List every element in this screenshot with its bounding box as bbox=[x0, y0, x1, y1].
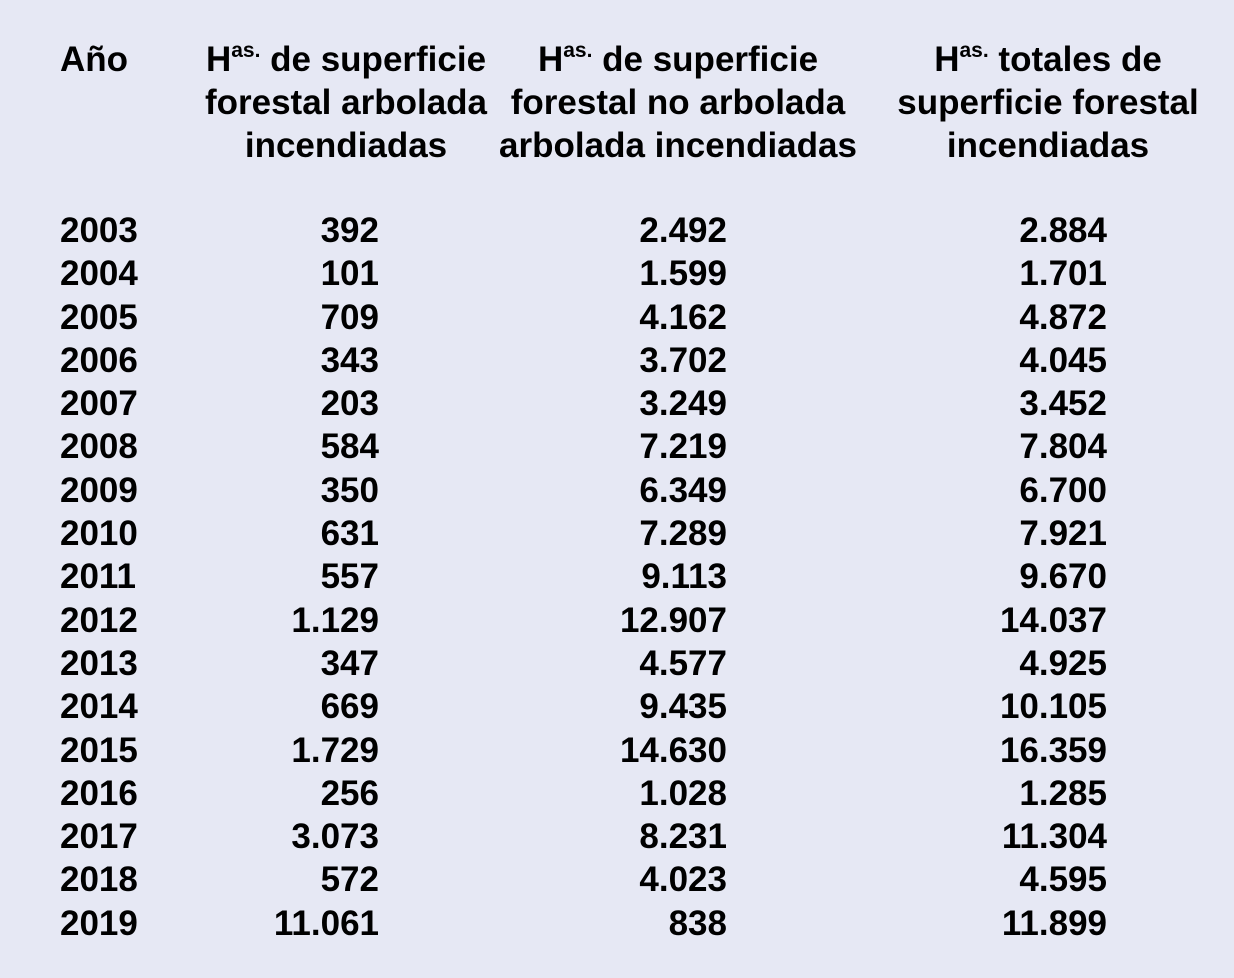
cell-total-area: 1.701 bbox=[1019, 254, 1107, 294]
cell-wooded-area: 557 bbox=[320, 557, 379, 597]
table-row bbox=[0, 209, 1234, 252]
header-year bbox=[60, 38, 128, 81]
header-wooded-area bbox=[176, 38, 516, 167]
cell-non-wooded-area: 7.219 bbox=[639, 427, 727, 467]
table-row bbox=[0, 772, 1234, 815]
header-non-wooded-line3: arbolada incendiadas bbox=[499, 126, 857, 165]
cell-non-wooded-area: 2.492 bbox=[639, 211, 727, 250]
header-year-label: Año bbox=[60, 40, 129, 79]
cell-total-area: 4.925 bbox=[1019, 643, 1107, 683]
cell-non-wooded-area: 1.599 bbox=[639, 254, 727, 294]
table-row bbox=[0, 425, 1234, 468]
cell-non-wooded-area: 14.630 bbox=[619, 730, 727, 770]
table-row bbox=[0, 599, 1234, 642]
table-row bbox=[0, 252, 1234, 295]
cell-wooded-area: 709 bbox=[320, 297, 379, 337]
cell-wooded-area: 3.073 bbox=[291, 817, 379, 857]
cell-wooded-area: 343 bbox=[320, 340, 379, 380]
cell-non-wooded-area: 6.349 bbox=[639, 470, 727, 510]
cell-year: 2011 bbox=[60, 557, 136, 597]
cell-year: 2004 bbox=[60, 254, 138, 294]
table-row bbox=[0, 729, 1234, 772]
table-row bbox=[0, 555, 1234, 598]
cell-year: 2008 bbox=[60, 427, 138, 467]
cell-non-wooded-area: 3.702 bbox=[639, 340, 727, 380]
header-wooded-line2: forestal arbolada bbox=[204, 83, 488, 122]
cell-wooded-area: 350 bbox=[320, 470, 379, 510]
cell-year: 2017 bbox=[60, 817, 138, 857]
table-row bbox=[0, 339, 1234, 382]
cell-total-area: 7.921 bbox=[1019, 514, 1107, 554]
header-wooded-sup: as. bbox=[231, 39, 261, 62]
cell-total-area: 1.285 bbox=[1019, 773, 1107, 813]
cell-total-area: 6.700 bbox=[1019, 470, 1107, 510]
header-non-wooded-sup: as. bbox=[563, 39, 593, 62]
header-total-line1 bbox=[880, 38, 1216, 81]
cell-wooded-area: 203 bbox=[320, 384, 379, 424]
cell-non-wooded-area: 3.249 bbox=[639, 384, 727, 424]
header-non-wooded-prefix: H bbox=[537, 40, 564, 79]
cell-year: 2006 bbox=[60, 340, 138, 380]
cell-total-area: 4.045 bbox=[1019, 340, 1107, 380]
cell-wooded-area: 11.061 bbox=[273, 903, 379, 943]
header-non-wooded-line1-text: de superficie bbox=[592, 40, 819, 79]
table-row bbox=[0, 469, 1234, 512]
cell-non-wooded-area: 7.289 bbox=[639, 514, 727, 554]
table-row bbox=[0, 642, 1234, 685]
table-row bbox=[0, 512, 1234, 555]
table-row bbox=[0, 815, 1234, 858]
cell-wooded-area: 1.129 bbox=[291, 600, 379, 640]
cell-total-area: 9.670 bbox=[1019, 557, 1107, 597]
cell-wooded-area: 669 bbox=[320, 687, 379, 727]
cell-total-area: 3.452 bbox=[1019, 384, 1107, 424]
cell-year: 2003 bbox=[60, 211, 138, 250]
cell-non-wooded-area: 8.231 bbox=[639, 817, 727, 857]
cell-year: 2019 bbox=[60, 903, 138, 943]
header-total-sup: as. bbox=[959, 39, 989, 62]
cell-total-area: 16.359 bbox=[999, 730, 1107, 770]
table-row bbox=[0, 902, 1234, 945]
cell-wooded-area: 101 bbox=[320, 254, 379, 294]
cell-wooded-area: 347 bbox=[320, 643, 379, 683]
header-wooded-line1 bbox=[176, 38, 516, 81]
header-total-prefix: H bbox=[934, 40, 960, 79]
header-wooded-line1-text: de superficie bbox=[260, 40, 487, 79]
cell-total-area: 4.872 bbox=[1019, 297, 1107, 337]
cell-non-wooded-area: 9.113 bbox=[641, 557, 727, 597]
header-non-wooded-line2: forestal no arbolada bbox=[510, 83, 846, 122]
cell-total-area: 11.899 bbox=[1001, 903, 1107, 943]
cell-non-wooded-area: 12.907 bbox=[619, 600, 727, 640]
header-total-line2: superficie forestal bbox=[897, 83, 1199, 122]
cell-wooded-area: 392 bbox=[320, 211, 379, 250]
table-row bbox=[0, 685, 1234, 728]
cell-non-wooded-area: 9.435 bbox=[639, 687, 727, 727]
header-total-area bbox=[880, 38, 1216, 167]
cell-wooded-area: 256 bbox=[320, 773, 379, 813]
cell-non-wooded-area: 1.028 bbox=[639, 773, 727, 813]
cell-non-wooded-area: 4.023 bbox=[639, 860, 727, 900]
table-row bbox=[0, 858, 1234, 901]
cell-year: 2009 bbox=[60, 470, 138, 510]
cell-wooded-area: 572 bbox=[320, 860, 379, 900]
cell-total-area: 2.884 bbox=[1019, 211, 1107, 250]
cell-year: 2012 bbox=[60, 600, 138, 640]
header-total-line1-text: totales de bbox=[988, 40, 1162, 79]
cell-total-area: 10.105 bbox=[999, 687, 1107, 727]
cell-non-wooded-area: 4.577 bbox=[639, 643, 727, 683]
header-wooded-prefix: H bbox=[205, 40, 232, 79]
cell-total-area: 11.304 bbox=[1001, 817, 1107, 857]
cell-year: 2015 bbox=[60, 730, 138, 770]
cell-year: 2016 bbox=[60, 773, 138, 813]
header-non-wooded-area bbox=[488, 38, 868, 167]
cell-non-wooded-area: 838 bbox=[668, 903, 727, 943]
cell-total-area: 4.595 bbox=[1019, 860, 1107, 900]
cell-wooded-area: 584 bbox=[320, 427, 379, 467]
cell-wooded-area: 631 bbox=[320, 514, 379, 554]
cell-year: 2014 bbox=[60, 687, 138, 727]
header-non-wooded-line1 bbox=[488, 38, 868, 81]
cell-year: 2010 bbox=[60, 514, 138, 554]
header-total-line3: incendiadas bbox=[946, 126, 1150, 165]
cell-year: 2007 bbox=[60, 384, 138, 424]
cell-wooded-area: 1.729 bbox=[291, 730, 379, 770]
cell-total-area: 14.037 bbox=[999, 600, 1107, 640]
table-body bbox=[0, 209, 1234, 945]
cell-year: 2018 bbox=[60, 860, 138, 900]
cell-year: 2005 bbox=[60, 297, 138, 337]
cell-year: 2013 bbox=[60, 643, 138, 683]
header-wooded-line3: incendiadas bbox=[244, 126, 448, 165]
table-row bbox=[0, 296, 1234, 339]
table-row bbox=[0, 382, 1234, 425]
cell-total-area: 7.804 bbox=[1019, 427, 1107, 467]
cell-non-wooded-area: 4.162 bbox=[639, 297, 727, 337]
